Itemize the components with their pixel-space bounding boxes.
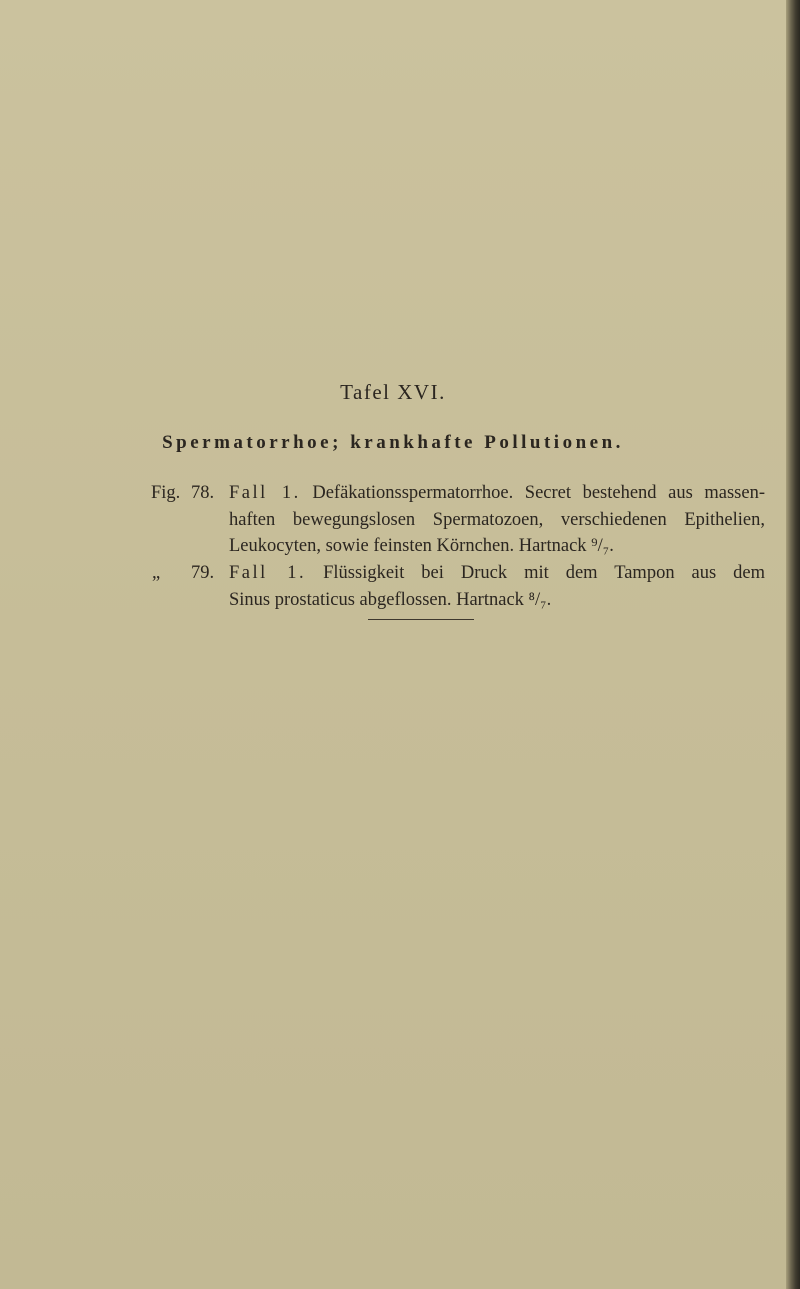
section-divider (368, 619, 474, 620)
figure-description-cont (229, 507, 765, 560)
description-line-2: Sinus prostaticus abgeflossen. Hartnack ⁸/₇. (229, 589, 552, 610)
figure-number: 79. (191, 563, 215, 583)
plate-title: Tafel XVI. (340, 380, 446, 404)
case-label: Fall 1. (229, 483, 301, 503)
figure-description (229, 480, 765, 507)
figure-prefix: Fig. (151, 483, 181, 503)
description-line-3: Leukocyten, sowie feinsten Körnchen. Hartnack ⁹/₇. (229, 536, 614, 556)
figure-description-cont (229, 587, 765, 614)
description-line-2: haften bewegungslosen Spermatozoen, verschiedenen Epithelien, (229, 509, 765, 530)
figure-description (229, 560, 765, 587)
figure-prefix-ditto: „ (152, 563, 161, 583)
case-label: Fall 1. (229, 563, 307, 583)
description-line-1: Fall 1. Flüssigkeit bei Druck mit dem Tampon aus dem (229, 563, 766, 583)
plate-subtitle: Spermatorrhoe; krankhafte Pollutionen. (162, 432, 624, 453)
book-binding-edge (786, 0, 800, 1289)
description-line-1: Fall 1. Defäkationsspermatorrhoe. Secret bestehend aus massen- (229, 483, 766, 503)
figure-number: 78. (191, 483, 215, 503)
